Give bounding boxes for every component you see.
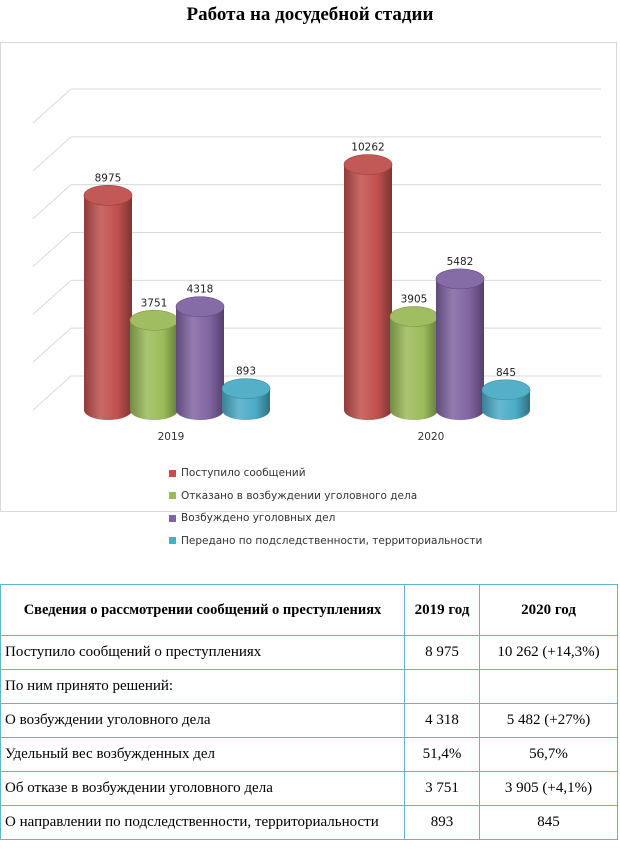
bar-top	[390, 307, 438, 327]
bar-top	[482, 380, 530, 400]
table-cell: 5 482 (+27%)	[480, 704, 618, 738]
gridline-side	[33, 280, 71, 314]
table-cell: 56,7%	[480, 738, 618, 772]
table-cell	[480, 670, 618, 704]
data-label: 10262	[351, 141, 385, 154]
legend-swatch	[169, 537, 176, 544]
table-row	[1, 806, 618, 840]
table-cell: 3 905 (+4,1%)	[480, 772, 618, 806]
table-row	[1, 704, 618, 738]
table-cell: О направлении по подследственности, территориальности	[1, 806, 405, 840]
bar-top	[222, 379, 270, 399]
legend-label: Передано по подследственности, территориальности	[181, 534, 483, 547]
table-cell: 8 975	[405, 636, 480, 670]
bar-top	[436, 269, 484, 289]
chart-frame	[0, 42, 617, 547]
legend-item	[169, 530, 482, 553]
bar-top	[176, 297, 224, 317]
gridline-side	[33, 185, 71, 219]
bar	[344, 165, 392, 420]
legend-swatch	[169, 515, 176, 522]
legend-item	[169, 507, 482, 530]
table-row	[1, 738, 618, 772]
legend-label: Отказано в возбуждении уголовного дела	[181, 489, 418, 502]
table-cell: Поступило сообщений о преступлениях	[1, 636, 405, 670]
table-cell: 10 262 (+14,3%)	[480, 636, 618, 670]
table-row	[1, 772, 618, 806]
gridline-side	[33, 376, 71, 410]
gridline-side	[33, 328, 71, 362]
table-row	[1, 636, 618, 670]
table-cell: Об отказе в возбуждении уголовного дела	[1, 772, 405, 806]
table-cell: 845	[480, 806, 618, 840]
data-label: 4318	[186, 283, 214, 296]
bar	[84, 195, 132, 420]
data-label: 8975	[94, 172, 122, 185]
table-cell: По ним принято решений:	[1, 670, 405, 704]
table-cell	[405, 670, 480, 704]
table-header-cell: 2020 год	[480, 585, 618, 636]
table-header-cell: Сведения о рассмотрении сообщений о преступлениях	[1, 585, 405, 636]
bar-chart	[1, 43, 616, 453]
chart-legend	[169, 462, 482, 552]
table-cell: Удельный вес возбужденных дел	[1, 738, 405, 772]
legend-swatch	[169, 470, 176, 477]
table-cell: 51,4%	[405, 738, 480, 772]
bar	[130, 320, 178, 420]
data-label: 845	[495, 366, 517, 379]
bar	[390, 317, 438, 420]
legend-label: Возбуждено уголовных дел	[181, 512, 336, 525]
table-cell: 893	[405, 806, 480, 840]
table-cell: 3 751	[405, 772, 480, 806]
table-cell: 4 318	[405, 704, 480, 738]
data-label: 5482	[446, 255, 474, 268]
legend-item	[169, 485, 482, 508]
bar-top	[84, 185, 132, 205]
gridline-side	[33, 233, 71, 267]
legend-swatch	[169, 492, 176, 499]
data-label: 3905	[400, 293, 428, 306]
table-cell: О возбуждении уголовного дела	[1, 704, 405, 738]
bar	[176, 307, 224, 420]
table-header-cell: 2019 год	[405, 585, 480, 636]
bar-top	[344, 155, 392, 175]
legend-label: Поступило сообщений	[181, 467, 306, 480]
bar-top	[130, 310, 178, 330]
legend-item	[169, 462, 482, 485]
data-label: 893	[235, 365, 257, 378]
table-row	[1, 670, 618, 704]
table-header-row	[1, 585, 618, 636]
gridline-side	[33, 137, 71, 171]
gridline-side	[33, 89, 71, 123]
x-tick-label: 2019	[157, 431, 185, 443]
x-tick-label: 2020	[417, 431, 445, 443]
page-title: Работа на досудебной стадии	[186, 4, 434, 25]
data-label: 3751	[140, 297, 168, 310]
data-table	[0, 584, 618, 840]
bar	[436, 279, 484, 420]
